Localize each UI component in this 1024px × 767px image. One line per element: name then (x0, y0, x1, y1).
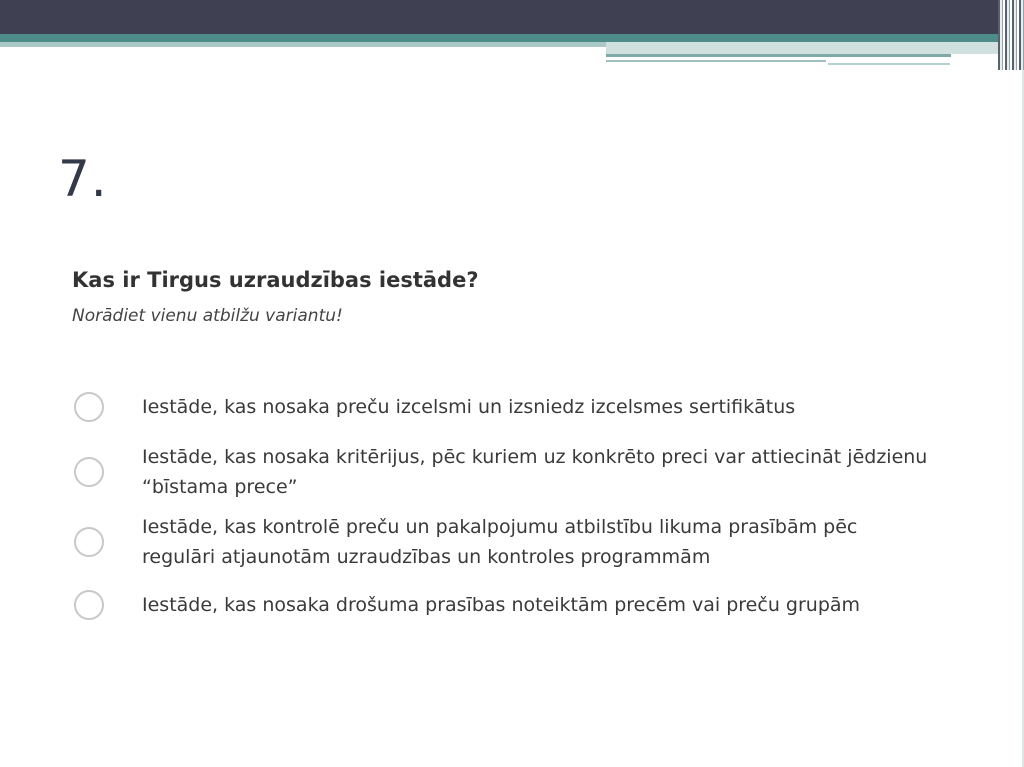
answer-option-label: Iestāde, kas nosaka drošuma prasības noteiktām precēm vai preču grupām (142, 594, 861, 616)
answer-option-3[interactable] (74, 512, 932, 572)
radio-button-icon[interactable] (74, 590, 104, 620)
radio-button-icon[interactable] (74, 392, 104, 422)
answer-option-label: Iestāde, kas nosaka kritērijus, pēc kuriem uz konkrēto preci var attiecināt jēdzienu “bīstama prece” (142, 446, 928, 498)
answer-option-2[interactable] (74, 442, 932, 502)
answer-option-label: Iestāde, kas kontrolē preču un pakalpojumu atbilstību likuma prasībām pēc regulāri atjaunotām uzraudzības un kontroles programmām (142, 516, 858, 568)
question-title: Kas ir Tirgus uzraudzības iestāde? (72, 268, 479, 292)
header-teal-bar (0, 34, 1000, 42)
header-dark-bar (0, 0, 1000, 34)
header-light-bar (0, 42, 610, 47)
header-tab-block (606, 42, 1000, 54)
answer-option-4[interactable] (74, 590, 932, 620)
radio-button-icon[interactable] (74, 527, 104, 557)
question-instruction: Norādiet vienu atbilžu variantu! (72, 306, 343, 326)
header-vertical-stripes (998, 0, 1024, 70)
header-tab-line (606, 60, 826, 62)
header-tab-line (828, 63, 950, 65)
answer-option-1[interactable] (74, 392, 932, 422)
answer-option-label: Iestāde, kas nosaka preču izcelsmi un izsniedz izcelsmes sertifikātus (142, 396, 796, 418)
slide-number: 7. (58, 150, 108, 208)
radio-button-icon[interactable] (74, 457, 104, 487)
header-tab-line (606, 54, 951, 57)
